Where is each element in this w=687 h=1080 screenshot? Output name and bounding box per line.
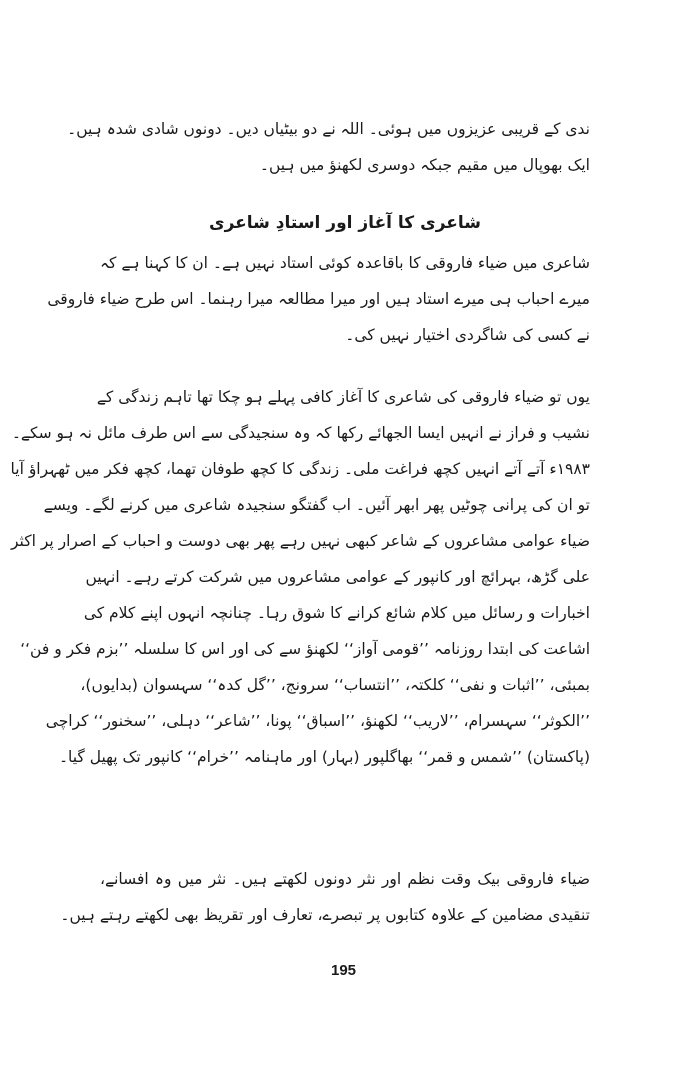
text-line: میرے احباب ہی میرے استاد ہیں اور میرا مطالعہ میرا رہنما۔ اس طرح ضیاء فاروقی: [47, 290, 590, 308]
text-line: یوں تو ضیاء فاروقی کی شاعری کا آغاز کافی پہلے ہو چکا تھا تاہم زندگی کے: [96, 388, 590, 406]
page-number: 195: [330, 962, 357, 979]
text-line: ایک بھوپال میں مقیم جبکہ دوسری لکھنؤ میں ہیں۔: [259, 156, 590, 174]
text-line: ’’الکوثر‘‘ سہسرام، ’’لاریب‘‘ لکھنؤ، ’’اسباق‘‘ پونا، ’’شاعر‘‘ دہلی، ’’سخنور‘‘ کراچی: [45, 712, 590, 730]
text-line: علی گڑھ، بہرائچ اور کانپور کے عوامی مشاعروں میں شرکت کرتے رہے۔ انہیں: [85, 568, 590, 586]
text-line: ۱۹۸۳ء آتے آتے انہیں کچھ فراغت ملی۔ زندگی کا کچھ طوفان تھما، کچھ فکر میں ٹھہراؤ آیا: [10, 460, 590, 478]
text-line: (پاکستان) ’’شمس و قمر‘‘ بھاگلپور (بہار) اور ماہنامہ ’’خرام‘‘ کانپور تک پھیل گیا۔: [58, 748, 590, 766]
text-line: تنقیدی مضامین کے علاوہ کتابوں پر تبصرے، تعارف اور تقریظ بھی لکھتے رہتے ہیں۔: [60, 906, 590, 924]
text-line: بمبئی، ’’اثبات و نفی‘‘ کلکتہ، ’’انتساب‘‘ سرونج، ’’گل کدہ‘‘ سہسوان (بدایوں)،: [80, 676, 590, 694]
text-line: نشیب و فراز نے انہیں ایسا الجھائے رکھا کہ وہ سنجیدگی سے اس طرف مائل نہ ہو سکے۔: [11, 424, 590, 442]
text-line: نے کسی کی شاگردی اختیار نہیں کی۔: [345, 326, 590, 344]
text-line: ضیاء عوامی مشاعروں کے شاعر کبھی نہیں رہے پھر بھی دوست و احباب کے اصرار پر اکثر: [10, 532, 590, 550]
text-line: شاعری میں ضیاء فاروقی کا باقاعدہ کوئی استاد نہیں ہے۔ ان کا کہنا ہے کہ: [99, 254, 590, 272]
text-line: ضیاء فاروقی بیک وقت نظم اور نثر دونوں لکھتے ہیں۔ نثر میں وہ افسانے،: [100, 870, 590, 888]
text-line: اشاعت کی ابتدا روزنامہ ’’قومی آواز‘‘ لکھنؤ سے کی اور اس کا سلسلہ ’’بزم فکر و فن‘‘: [20, 640, 590, 658]
text-line: ندی کے قریبی عزیزوں میں ہوئی۔ اللہ نے دو بیٹیاں دیں۔ دونوں شادی شدہ ہیں۔: [67, 120, 590, 138]
text-line: تو ان کی پرانی چوٹیں پھر ابھر آئیں۔ اب گفتگو سنجیدہ شاعری میں کرنے لگے۔ ویسے: [43, 496, 590, 514]
section-heading: شاعری کا آغاز اور استادِ شاعری: [209, 213, 481, 233]
text-line: اخبارات و رسائل میں کلام شائع کرانے کا شوق رہا۔ چنانچہ انہوں اپنے کلام کی: [83, 604, 590, 622]
